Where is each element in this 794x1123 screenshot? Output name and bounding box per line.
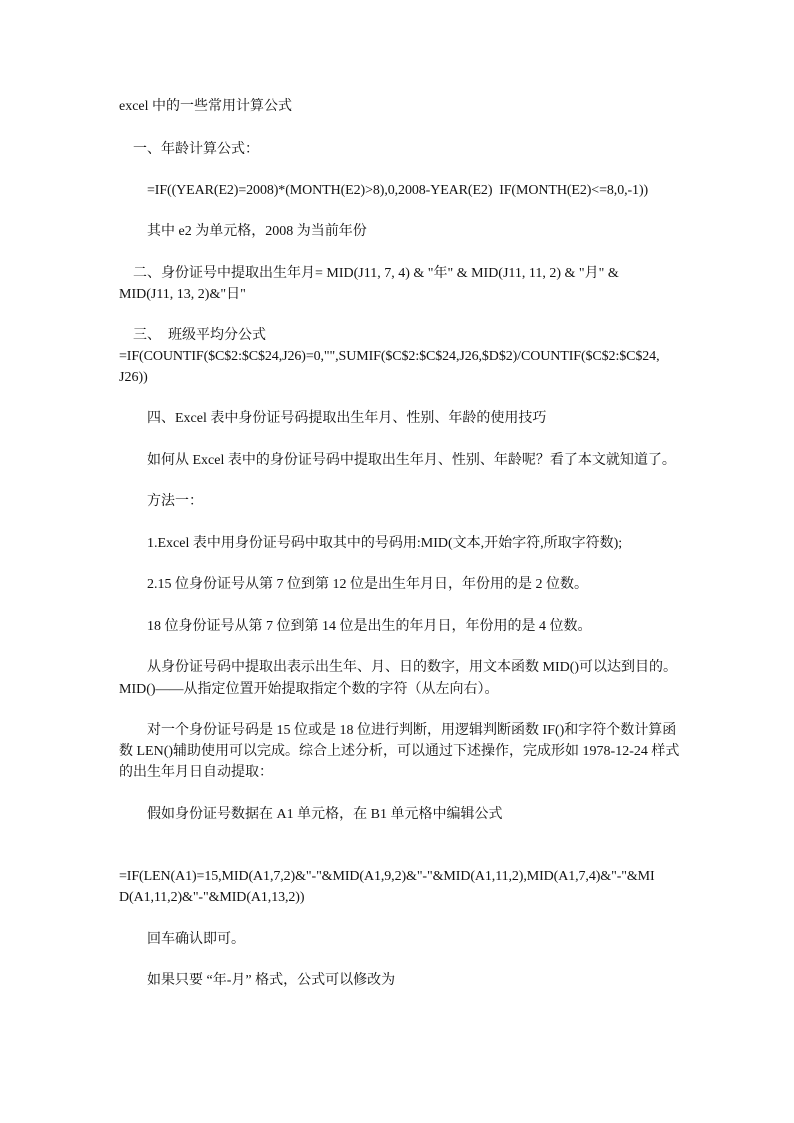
section-heading-average: 三、 班级平均分公式 [133,328,266,343]
average-formula-line2: J26)) [119,370,148,385]
mid-explanation-line1: 从身份证号码中提取出表示出生年、月、日的数字，用文本函数 MID()可以达到目的。 [147,660,678,675]
id-birth-formula-line1: 二、身份证号中提取出生年月= MID(J11, 7, 4) & "年" & MID(J11, 11, 2) & "月" & [133,266,619,281]
section-heading-age: 一、年龄计算公式： [133,142,259,157]
cell-instruction: 假如身份证号数据在 A1 单元格，在 B1 单元格中编辑公式 [147,807,503,822]
average-formula-line1: =IF(COUNTIF($C$2:$C$24,J26)=0,"",SUMIF($C$2:$C$24,J26,$D$2)/COUNTIF($C$2:$C$24, [119,349,660,364]
year-month-note: 如果只要 “年-月” 格式，公式可以修改为 [147,973,396,988]
length-check-line1: 对一个身份证号码是 15 位或是 18 位进行判断，用逻辑判断函数 IF()和字符个数计算函 [147,723,677,738]
length-check-line2: 数 LEN()辅助使用可以完成。综合上述分析，可以通过下述操作，完成形如 1978-12-24 样式 [119,744,680,759]
section-heading-id-tips: 四、Excel 表中身份证号码提取出生年月、性别、年龄的使用技巧 [147,411,547,426]
method-heading: 方法一： [147,494,203,509]
mid-explanation-line2: MID()——从指定位置开始提取指定个数的字符（从左向右）。 [119,682,499,697]
step-3: 18 位身份证号从第 7 位到第 14 位是出生的年月日，年份用的是 4 位数。 [147,619,592,634]
age-formula: =IF((YEAR(E2)=2008)*(MONTH(E2)>8),0,2008-YEAR(E2) IF(MONTH(E2)<=8,0,-1)) [147,183,649,198]
length-check-line3: 的出生年月日自动提取： [119,765,273,780]
confirm-note: 回车确认即可。 [147,932,245,947]
intro-paragraph: 如何从 Excel 表中的身份证号码中提取出生年月、性别、年龄呢？看了本文就知道了。 [147,453,676,468]
step-1: 1.Excel 表中用身份证号码中取其中的号码用:MID(文本,开始字符,所取字符数); [147,536,623,551]
full-formula-line2: D(A1,11,2)&"-"&MID(A1,13,2)) [119,890,305,905]
full-formula-line1: =IF(LEN(A1)=15,MID(A1,7,2)&"-"&MID(A1,9,2)&"-"&MID(A1,11,2),MID(A1,7,4)&"-"&MI [119,869,655,884]
document-title: excel 中的一些常用计算公式 [119,99,293,114]
id-birth-formula-line2: MID(J11, 13, 2)&"日" [119,287,246,302]
step-2: 2.15 位身份证号从第 7 位到第 12 位是出生年月日，年份用的是 2 位数。 [147,577,588,592]
age-formula-note: 其中 e2 为单元格，2008 为当前年份 [147,224,367,239]
